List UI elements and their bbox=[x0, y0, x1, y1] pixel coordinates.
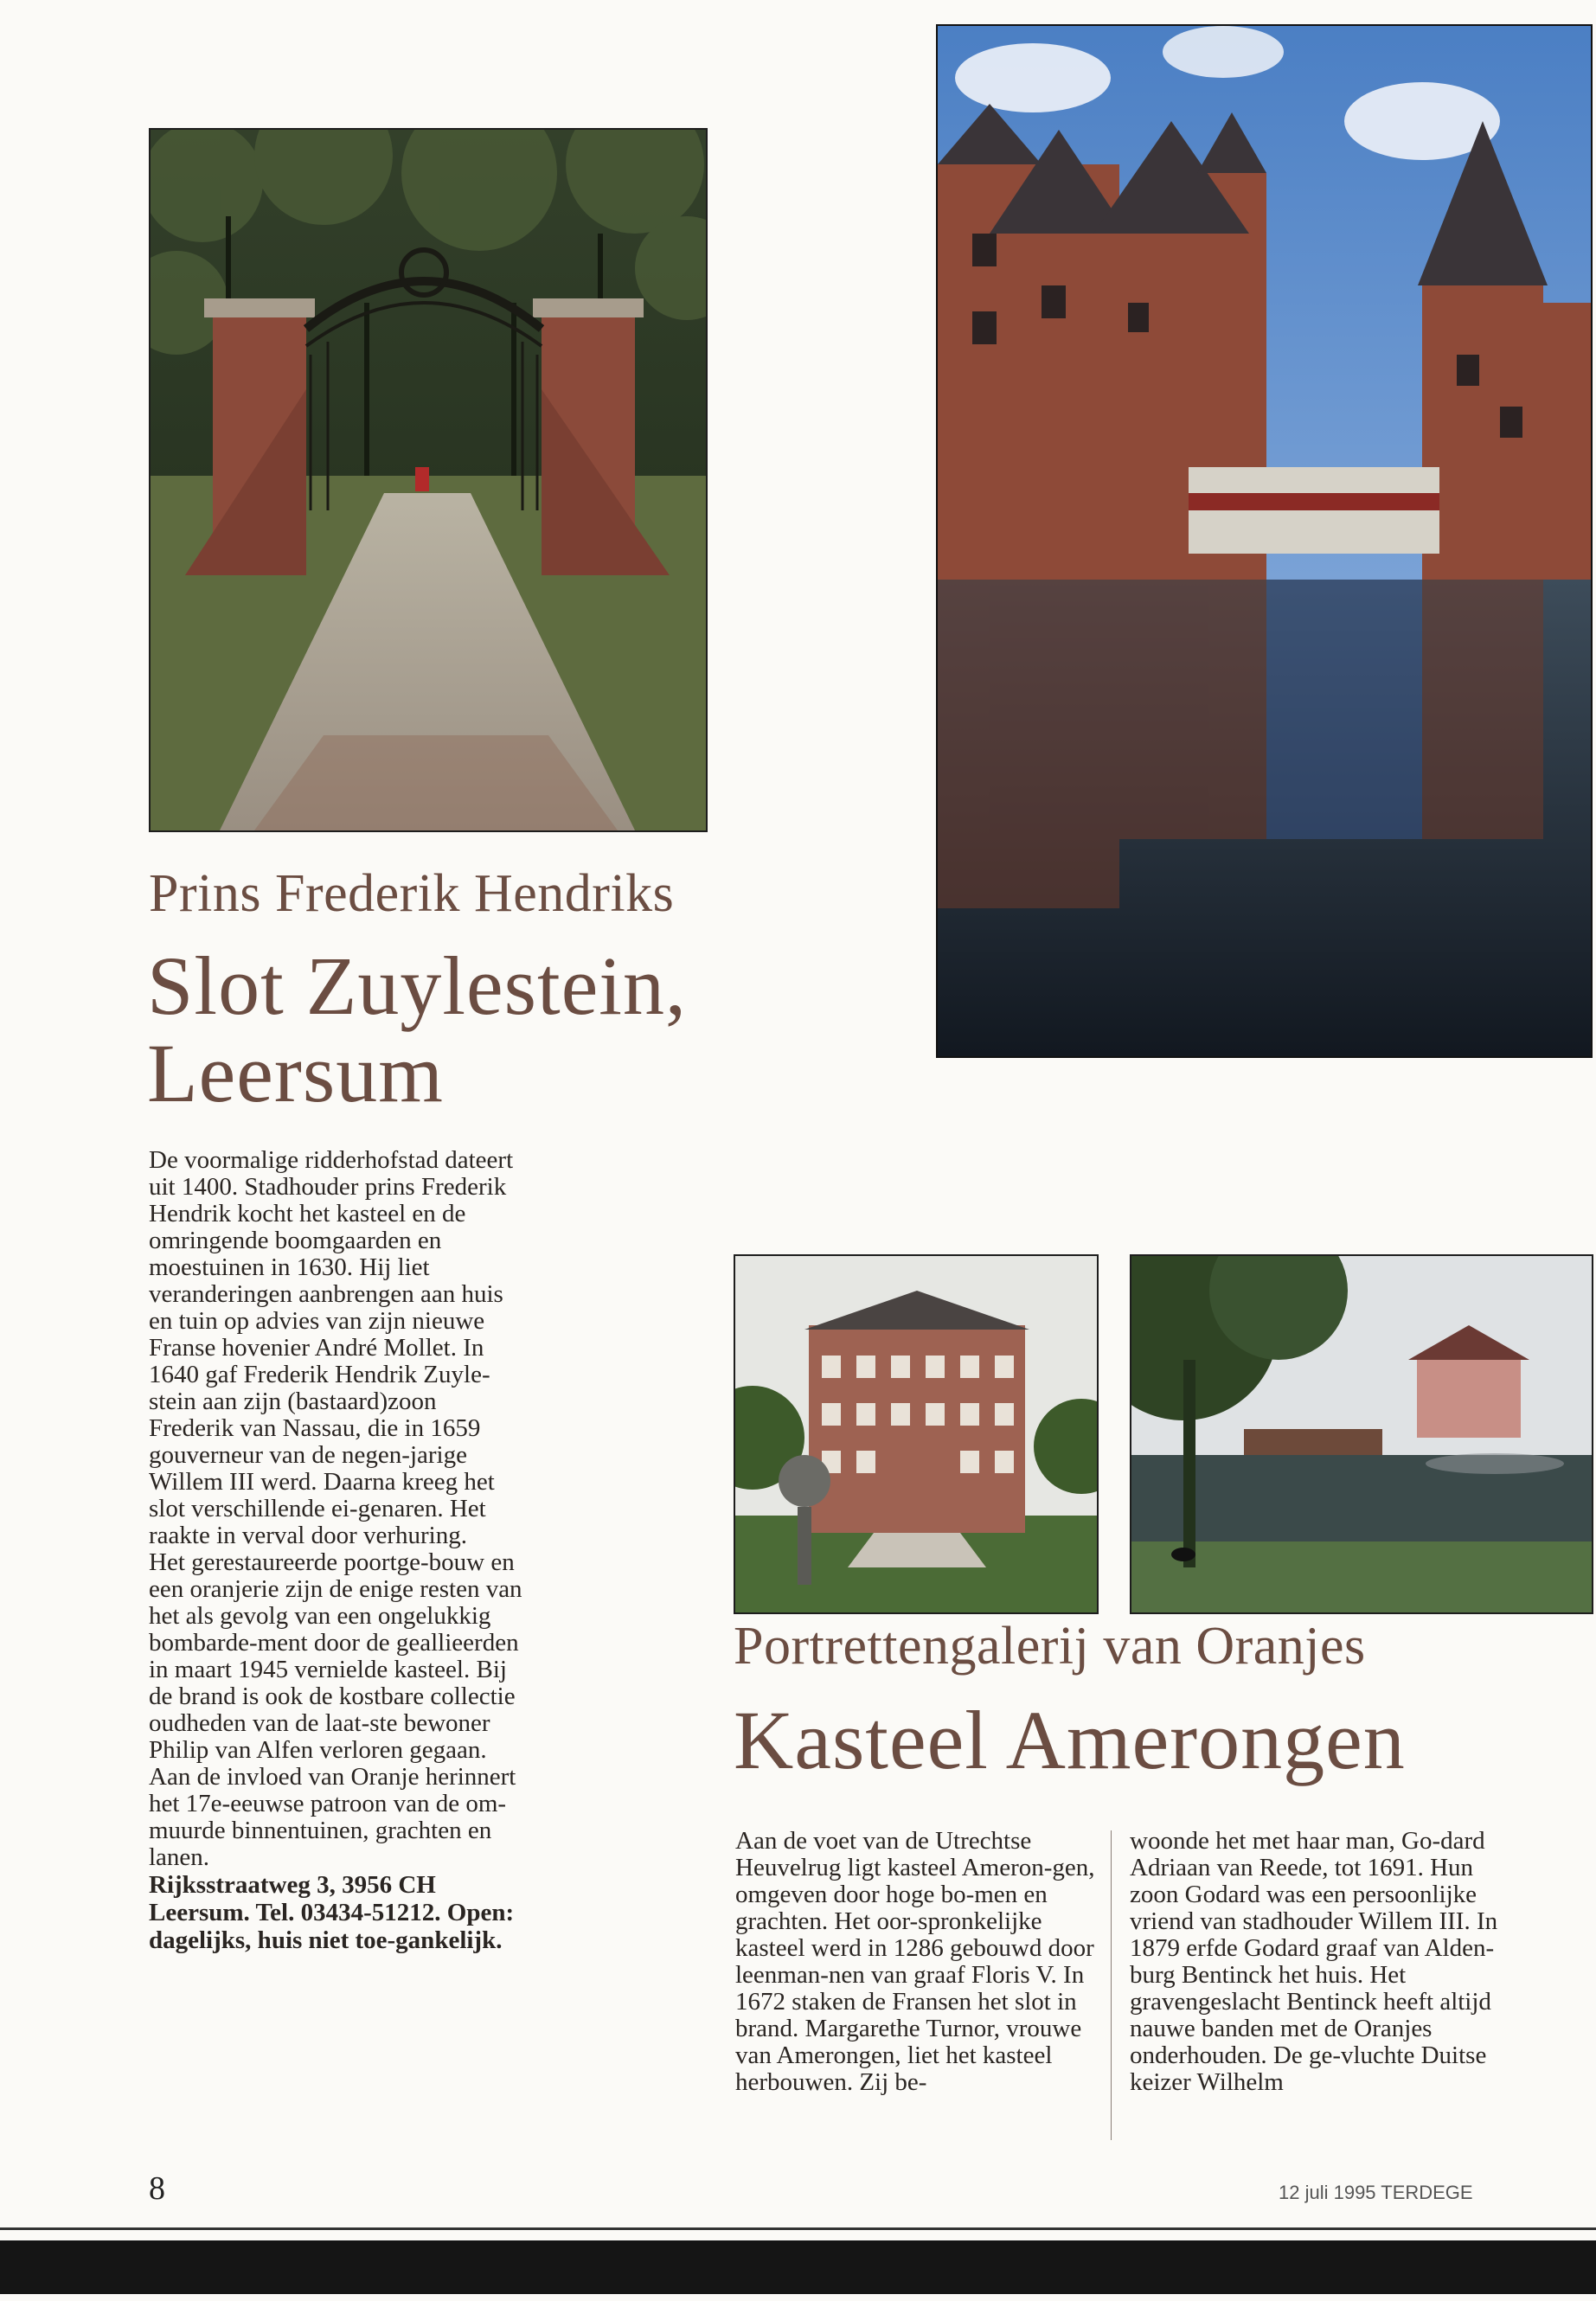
article-2-column-1 bbox=[735, 1828, 1099, 2096]
article-2-column-2 bbox=[1130, 1828, 1498, 2096]
article-1-paragraph: De voormalige ridderhofstad dateert uit 1400. Stadhouder prins Frederik Hendrik kocht het kasteel en de omringende boomgaarden en moestuinen in 1630. Hij liet veranderingen aanbrengen aan huis en tuin op advies van zijn nieuwe Franse hovenier André Mollet. In 1640 gaf Frederik Hendrik Zuyle-stein aan zijn (bastaard)zoon Frederik van Nassau, die in 1659 gouverneur van de negen-jarige Willem III werd. Daarna kreeg het slot verschillende ei-genaren. Het raakte in verval door verhuring. bbox=[149, 1146, 514, 1549]
footer-date-publication: 12 juli 1995 TERDEGE bbox=[1279, 2182, 1473, 2203]
article-1-address: Rijksstraatweg 3, 3956 CH Leersum. Tel. 03434-51212. Open: dagelijks, huis niet toe-gankelijk. bbox=[149, 1871, 515, 1954]
column-divider bbox=[1111, 1830, 1112, 2140]
article-1-body bbox=[149, 1147, 522, 1954]
article-2-kicker: Portrettengalerij van Oranjes bbox=[734, 1617, 1366, 1676]
article-2-column-2-text: woonde het met haar man, Go-dard Adriaan van Reede, tot 1691. Hun zoon Godard was een persoonlijke vriend van stadhouder Willem III. In 1879 erfde Godard graaf van Alden-burg Bentinck het huis. Het gravengeslacht Bentinck heeft altijd nauwe banden met de Oranjes onderhouden. De ge-vluchte Duitse keizer Wilhelm bbox=[1130, 1827, 1498, 2096]
article-1-title: Slot Zuylestein, Leersum bbox=[147, 939, 687, 1119]
photo-castle-moat bbox=[936, 24, 1593, 1058]
photo-amerongen-house bbox=[734, 1254, 1099, 1614]
photo-castle-pond bbox=[1130, 1254, 1593, 1614]
article-1-kicker: Prins Frederik Hendriks bbox=[149, 864, 675, 923]
article-1-paragraph: Het gerestaureerde poortge-bouw en een oranjerie zijn de enige resten van het als gevolg van een ongelukkig bombarde-ment door de geallieerden in maart 1945 vernielde kasteel. Bij de brand is ook de kostbare collectie oudheden van de laat-ste bewoner Philip van Alfen verloren gegaan. Aan de invloed van Oranje herinnert het 17e-eeuwse patroon van de om-muurde binnentuinen, grachten en lanen. bbox=[149, 1548, 522, 1871]
article-2-title: Kasteel Amerongen bbox=[734, 1694, 1406, 1786]
photo-zuylestein-gate bbox=[149, 128, 708, 832]
article-2-column-1-text: Aan de voet van de Utrechtse Heuvelrug ligt kasteel Ameron-gen, omgeven door hoge bo-men en grachten. Het oor-spronkelijke kasteel werd in 1286 gebouwd door leenman-nen van graaf Floris V. In 1672 staken de Fransen het slot in brand. Margarethe Turnor, vrouwe van Amerongen, liet het kasteel herbouwen. Zij be- bbox=[735, 1827, 1095, 2096]
page-number: 8 bbox=[149, 2170, 165, 2207]
scan-edge-bar bbox=[0, 2240, 1596, 2294]
scan-edge-line bbox=[0, 2227, 1596, 2230]
